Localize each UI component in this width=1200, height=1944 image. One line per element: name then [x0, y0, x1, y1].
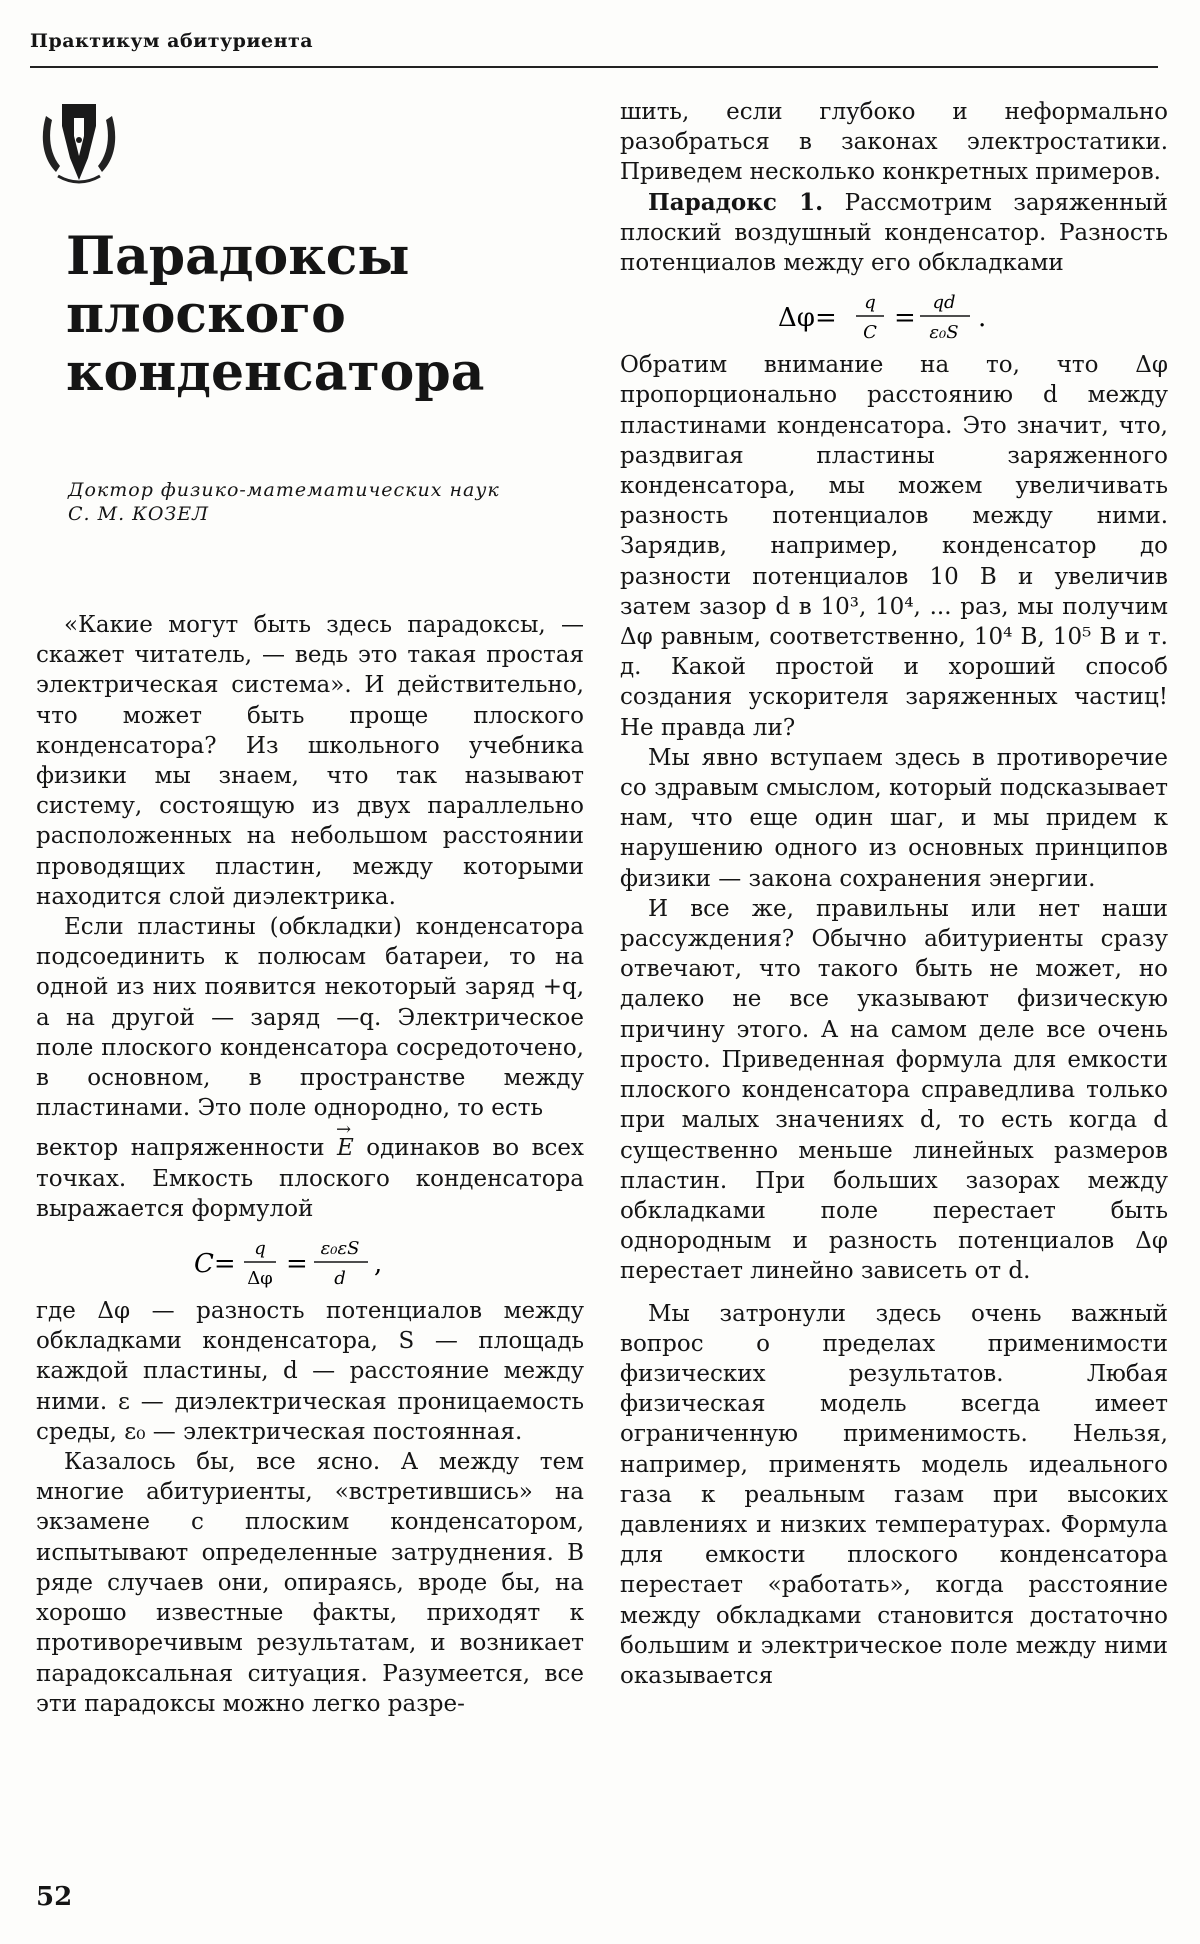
paragraph: шить, если глубоко и неформально разобраться в законах электростатики. Приведем несколько конкретных примеров. [620, 99, 1168, 186]
author-degree: Доктор физико-математических наук [68, 479, 500, 501]
running-head: Практикум абитуриента [30, 30, 314, 52]
paragraph: И все же, правильны или нет наши рассуждения? Обычно абитуриенты сразу отвечают, что такого быть не может, но далеко не все указывают физическую причину этого. А на самом деле все очень просто. Приведенная формула для емкости плоского конденсатора справедлива только при малых значениях d, то есть когда d существенно меньше линейных размеров пластин. При больших зазорах между обкладками поле перестает быть однородным и разность потенциалов Δφ перестает линейно зависеть от d. [620, 895, 1168, 1285]
formula-denominator: Δφ [247, 1268, 273, 1290]
formula-equals: = [286, 1249, 308, 1280]
formula-tail: . [978, 303, 987, 334]
title-line: Парадоксы [66, 226, 410, 287]
formula-lhs: C= [194, 1249, 236, 1280]
title-line: конденсатора [66, 342, 485, 403]
vector-E: → E [337, 1135, 354, 1161]
paragraph: Казалось бы, все ясно. А между тем многие абитуриенты, «встретившись» на экзамене с плоским конденсатором, испытывают определенные затруднения. В ряде случаев они, опираясь, вроде бы, на хорошо известные факты, приходят к противоречивым результатам, и возникает парадоксальная ситуация. Разумеется, все эти парадоксы можно легко разре- [36, 1449, 584, 1717]
formula-denominator: ε₀S [929, 322, 959, 344]
vector-sentence-end: одинаков во всех точках. Емкость плоского конденсатора выражается формулой [36, 1135, 585, 1222]
paragraph: «Какие могут быть здесь парадоксы, — скажет читатель, — ведь это такая простая электрическая система». И действительно, что может быть проще плоского конденсатора? Из школьного учебника физики мы знаем, что так называют систему, состоящую из двух параллельно расположенных на небольшом расстоянии проводящих пластин, между которыми находится слой диэлектрика. [36, 612, 584, 910]
paradox-heading: Парадокс 1. [648, 188, 824, 216]
formula-tail: , [374, 1249, 383, 1280]
paragraph [36, 912, 584, 1123]
paragraph: Мы затронули здесь очень важный вопрос о пределах применимости физических результатов. Любая физическая модель всегда имеет ограниченную применимость. Нельзя, например, применять модель идеального газа к реальным газам при высоких давлениях и низких температурах. Формула для емкости плоского конденсатора перестает «работать», когда расстояние между обкладками становится достаточно большим и электрическое поле между ними оказывается [620, 1300, 1168, 1689]
right-column [620, 97, 1168, 1691]
paragraph-continued [36, 1133, 584, 1224]
paragraph: где Δφ — разность потенциалов между обкладками конденсатора, S — площадь каждой пластины, d — расстояние между ними. ε — диэлектрическая проницаемость среды, ε₀ — электрическая постоянная. [36, 1298, 584, 1445]
title-line: плоского [66, 284, 346, 345]
paragraph-text: Если пластины (обкладки) конденсатора подсоединить к полюсам батареи, то на одной из них появится некоторый заряд +q, а на другой — заряд —q. Электрическое поле плоского конденсатора сосредоточено, в основном, в пространстве между пластинами. Это поле однородно, то есть [36, 914, 584, 1122]
formula-lhs: Δφ= [778, 303, 837, 334]
paragraph: Мы явно вступаем здесь в противоречие со здравым смыслом, который подсказывает нам, что еще один шаг, и мы придем к нарушению одного из основных принципов физики — закона сохранения энергии. [620, 744, 1168, 892]
formula-denominator: C [863, 322, 877, 344]
formula-numerator: qd [932, 292, 956, 314]
paradox-paragraph [620, 188, 1168, 279]
potential-difference-formula [620, 286, 1168, 346]
article-title [66, 228, 586, 402]
formula-denominator: d [334, 1268, 346, 1290]
vector-sentence-start: вектор напряженности [36, 1135, 325, 1162]
paragraph: Обратим внимание на то, что Δφ пропорционально расстоянию d между пластинами конденсатора. Это значит, что, раздвигая пластины заряженного конденсатора, мы можем увеличивать разность потенциалов между ними. Зарядив, например, конденсатор до разности потенциалов 10 В и увеличив затем зазор d в 10³, 10⁴, ... раз, мы получим Δφ равным, соответственно, 10⁴ В, 10⁵ В и т. д. Какой простой и хороший способ создания ускорителя заряженных частиц! Не правда ли? [620, 352, 1168, 741]
capacitance-formula [36, 1232, 584, 1292]
header-rule [30, 66, 1158, 68]
formula-numerator: q [254, 1238, 266, 1260]
paradox-text: Рассмотрим заряженный плоский воздушный конденсатор. Разность потенциалов между его обкладками [620, 189, 1168, 277]
pen-nib-emblem-icon [38, 96, 120, 188]
author-name: С. М. КОЗЕЛ [68, 503, 209, 525]
left-column [36, 610, 584, 1719]
formula-numerator: q [864, 292, 876, 314]
formula-numerator: ε₀εS [320, 1238, 360, 1260]
formula-equals: = [894, 303, 916, 334]
byline [68, 478, 588, 526]
page-number: 52 [36, 1882, 73, 1912]
